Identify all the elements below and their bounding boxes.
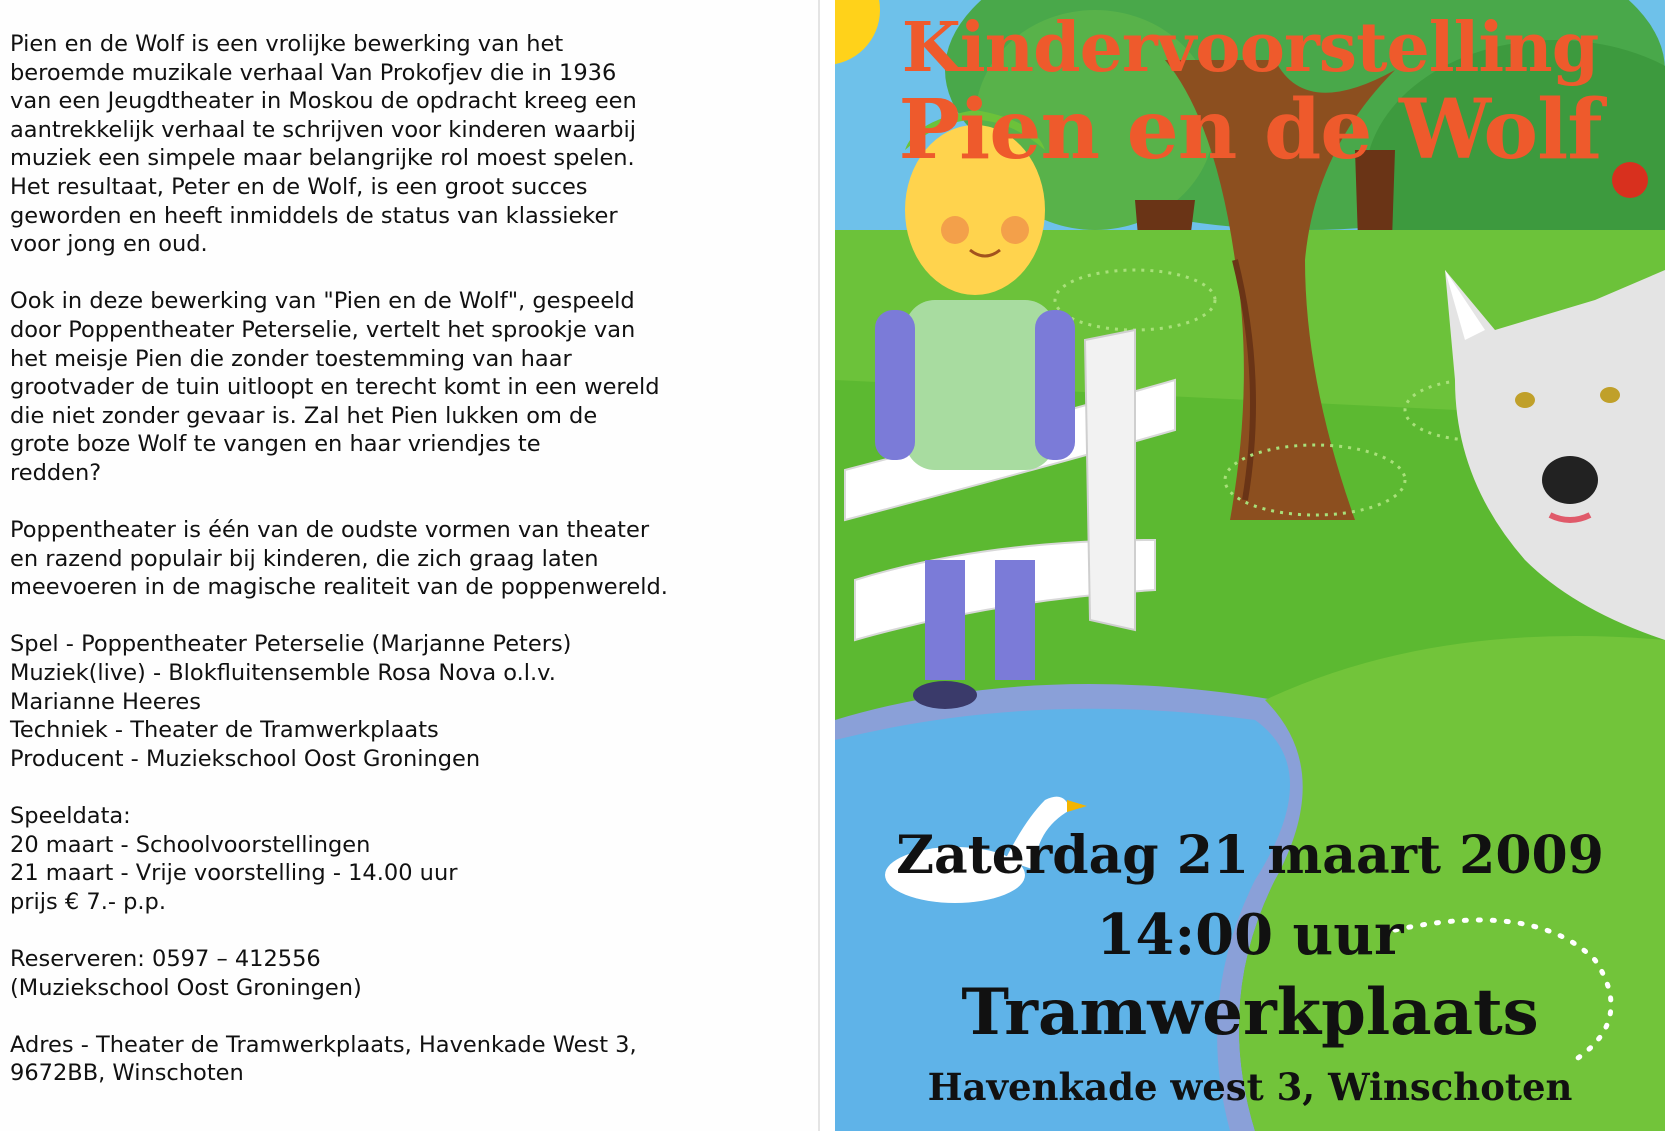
text-line: aantrekkelijk verhaal te schrijven voor kinderen waarbij [10, 116, 636, 143]
text-line: geworden en heeft inmiddels de status van klassieker [10, 202, 618, 229]
story-paragraph [10, 287, 810, 487]
credit-line: Muziek(live) - Blokfluitensemble Rosa Nova o.l.v. [10, 660, 556, 687]
text-line: door Poppentheater Peterselie, vertelt het sprookje van [10, 316, 636, 343]
date-line: 21 maart - Vrije voorstelling - 14.00 uur [10, 860, 458, 887]
girl-leg [925, 560, 965, 680]
text-line: van een Jeugdtheater in Moskou de opdracht kreeg een [10, 88, 637, 115]
girl-leg [995, 560, 1035, 680]
credits-list [10, 630, 810, 773]
address-info [10, 1031, 810, 1088]
text-line: Ook in deze bewerking van "Pien en de Wolf", gespeeld [10, 288, 635, 315]
wolf-nose [1542, 456, 1598, 504]
text-line: grote boze Wolf te vangen en haar vriendjes te [10, 431, 541, 458]
dates-heading: Speeldata: [10, 803, 131, 830]
info-page [0, 0, 820, 1131]
credit-line: Spel - Poppentheater Peterselie (Marjanne Peters) [10, 631, 572, 658]
poster-venue: Tramwerkplaats [961, 975, 1539, 1050]
text-line: en razend populair bij kinderen, die zich graag laten [10, 545, 599, 572]
text-line: grootvader de tuin uitloopt en terecht komt in een wereld [10, 374, 660, 401]
girl-arm [875, 310, 915, 460]
wolf-eye [1515, 392, 1535, 408]
price-line: prijs € 7.- p.p. [10, 888, 166, 915]
fold-line [818, 0, 820, 1131]
text-line: voor jong en oud. [10, 231, 208, 258]
poster-title: Pien en de Wolf [898, 82, 1602, 178]
text-line: muziek een simpele maar belangrijke rol moest spelen. [10, 145, 635, 172]
address-line: 9672BB, Winschoten [10, 1060, 244, 1087]
girl-dress [905, 300, 1055, 470]
play-dates [10, 802, 810, 916]
wolf-eye [1600, 387, 1620, 403]
poster-address: Havenkade west 3, Winschoten [927, 1065, 1573, 1109]
fence-post [1085, 330, 1135, 630]
text-line: beroemde muzikale verhaal Van Prokofjev die in 1936 [10, 59, 617, 86]
poster-subtitle: Kindervoorstelling [901, 8, 1599, 88]
text-line: Pien en de Wolf is een vrolijke bewerking van het [10, 31, 564, 57]
credit-line: Techniek - Theater de Tramwerkplaats [10, 717, 439, 744]
text-line: Het resultaat, Peter en de Wolf, is een groot succes [10, 173, 588, 200]
reservation-org: (Muziekschool Oost Groningen) [10, 974, 362, 1001]
credit-line: Marianne Heeres [10, 688, 201, 715]
reservation-info [10, 945, 810, 1002]
date-line: 20 maart - Schoolvoorstellingen [10, 831, 371, 858]
girl-arm [1035, 310, 1075, 460]
intro-paragraph [10, 30, 810, 259]
poster-page [835, 0, 1665, 1131]
text-line: Poppentheater is één van de oudste vormen van theater [10, 517, 650, 544]
credit-line: Producent - Muziekschool Oost Groningen [10, 745, 481, 772]
info-text [10, 30, 810, 1088]
poster-date: Zaterdag 21 maart 2009 [896, 825, 1604, 886]
reservation-phone: Reserveren: 0597 – 412556 [10, 946, 321, 972]
address-line: Adres - Theater de Tramwerkplaats, Havenkade West 3, [10, 1031, 637, 1058]
text-line: redden? [10, 459, 102, 486]
text-line: het meisje Pien die zonder toestemming van haar [10, 345, 572, 372]
poster-time: 14:00 uur [1096, 902, 1404, 968]
text-line: die niet zonder gevaar is. Zal het Pien lukken om de [10, 402, 598, 429]
puppet-theater-paragraph [10, 516, 810, 602]
text-line: meevoeren in de magische realiteit van de poppenwereld. [10, 574, 668, 601]
